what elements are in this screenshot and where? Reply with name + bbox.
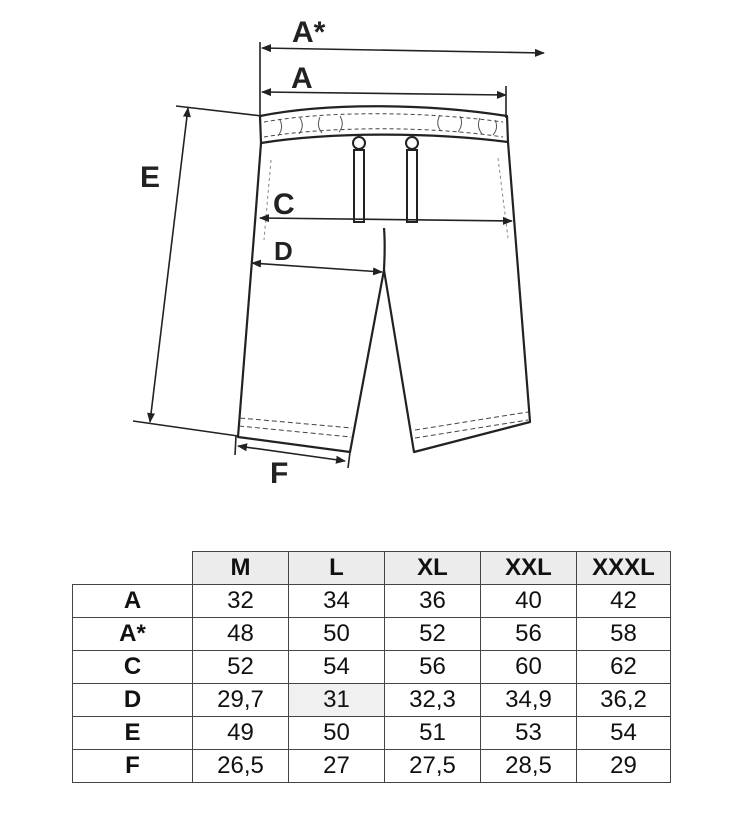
- table-row: [73, 750, 671, 783]
- table-cell: 50: [289, 717, 385, 750]
- size-chart-table: [72, 551, 671, 783]
- size-header-xxl: XXL: [481, 552, 577, 585]
- size-header-xxxl: XXXL: [577, 552, 671, 585]
- table-cell: 27: [289, 750, 385, 783]
- table-row: [73, 651, 671, 684]
- label-c: C: [273, 188, 295, 221]
- table-cell: 26,5: [193, 750, 289, 783]
- row-label-a: A: [73, 585, 193, 618]
- table-cell: 32: [193, 585, 289, 618]
- table-cell: 52: [193, 651, 289, 684]
- row-label-d: D: [73, 684, 193, 717]
- label-a-star: A*: [292, 16, 326, 49]
- table-cell: 62: [577, 651, 671, 684]
- table-cell: 36: [385, 585, 481, 618]
- label-f: F: [270, 457, 289, 490]
- table-cell: 32,3: [385, 684, 481, 717]
- drawstrings: [353, 137, 418, 222]
- waistband: [260, 106, 508, 143]
- table-row: [73, 684, 671, 717]
- dimension-line-c: [260, 218, 512, 221]
- table-row: [73, 717, 671, 750]
- dimension-lines: [133, 42, 544, 468]
- table-cell: 29,7: [193, 684, 289, 717]
- table-cell: 56: [385, 651, 481, 684]
- table-cell: 27,5: [385, 750, 481, 783]
- row-label-e: E: [73, 717, 193, 750]
- table-cell: 50: [289, 618, 385, 651]
- dimension-line-d: [252, 263, 382, 272]
- table-corner-cell: [73, 552, 193, 585]
- label-d: D: [274, 236, 293, 266]
- table-cell: 36,2: [577, 684, 671, 717]
- shorts-outline: [238, 106, 530, 452]
- table-cell: 34: [289, 585, 385, 618]
- table-cell: 53: [481, 717, 577, 750]
- table-cell: 60: [481, 651, 577, 684]
- table-cell: 42: [577, 585, 671, 618]
- table-cell: 40: [481, 585, 577, 618]
- size-header-row: [73, 552, 671, 585]
- table-cell: 51: [385, 717, 481, 750]
- table-cell: 28,5: [481, 750, 577, 783]
- table-row: [73, 618, 671, 651]
- table-cell: 56: [481, 618, 577, 651]
- label-e: E: [140, 161, 161, 194]
- dimension-line-e: [150, 108, 188, 422]
- size-header-xl: XL: [385, 552, 481, 585]
- table-cell: 49: [193, 717, 289, 750]
- label-a: A: [291, 62, 313, 95]
- table-row: [73, 585, 671, 618]
- right-leg: [384, 142, 530, 452]
- row-label-a-star: A*: [73, 618, 193, 651]
- table-cell: 31: [289, 684, 385, 717]
- row-label-f: F: [73, 750, 193, 783]
- table-cell: 54: [577, 717, 671, 750]
- table-cell: 48: [193, 618, 289, 651]
- size-header-m: M: [193, 552, 289, 585]
- table-cell: 52: [385, 618, 481, 651]
- table-cell: 58: [577, 618, 671, 651]
- table-cell: 54: [289, 651, 385, 684]
- table-cell: 34,9: [481, 684, 577, 717]
- table-cell: 29: [577, 750, 671, 783]
- size-header-l: L: [289, 552, 385, 585]
- pocket-lines: [264, 158, 508, 240]
- row-label-c: C: [73, 651, 193, 684]
